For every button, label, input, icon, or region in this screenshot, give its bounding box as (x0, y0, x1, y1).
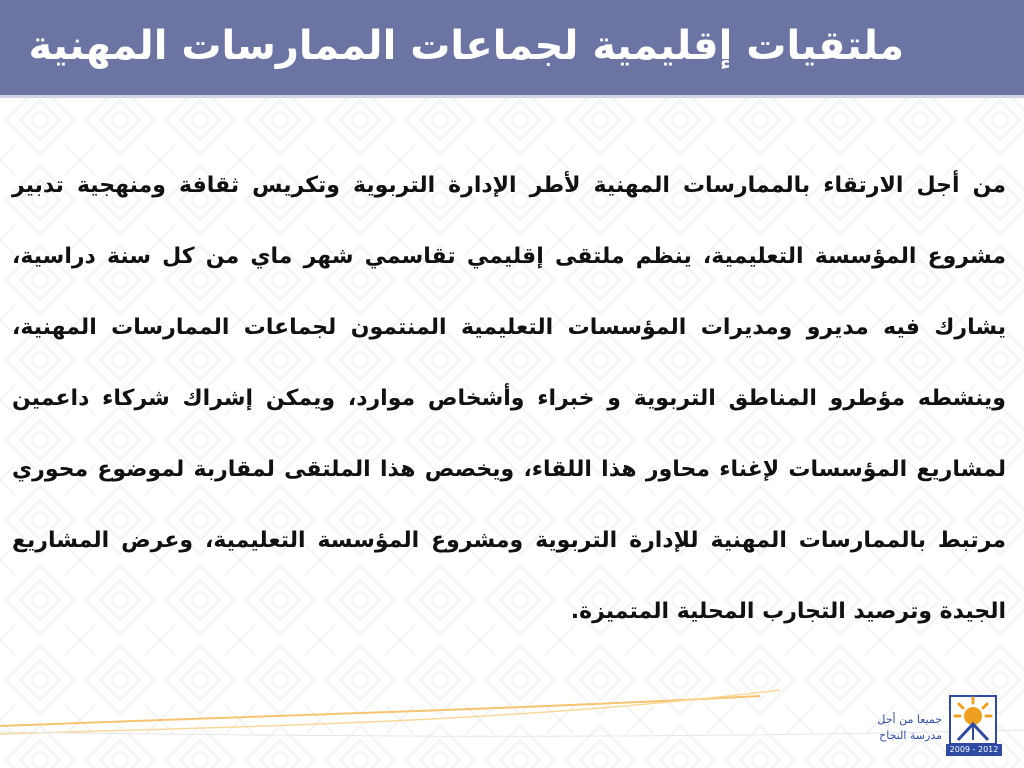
sun-star-logo-icon (948, 694, 998, 746)
logo-text-line2: مدرسة النجاح (879, 729, 942, 742)
slide-title: ملتقيات إقليمية لجماعات الممارسات المهنية (28, 23, 904, 69)
program-logo (832, 690, 1002, 760)
logo-text-line1: جميعا من أجل (877, 713, 942, 726)
logo-years: 2009 - 2012 (946, 744, 1002, 756)
slide-body-text: من أجل الارتقاء بالممارسات المهنية لأطر الإدارة التربوية وتكريس ثقافة ومنهجية تدبير مشروع المؤسسة التعليمية، ينظم ملتقى إقليمي تقاسمي شهر ماي من كل سنة دراسية، يشارك فيه مديرو ومديرات المؤسسات التعليمية المنتمون لجماعات الممارسات المهنية، وينشطه مؤطرو المناطق التربوية و خبراء وأشخاص موارد، ويمكن إشراك شركاء داعمين لمشاريع المؤسسات لإغناء محاور هذا اللقاء، ويخصص هذا الملتقى لمقاربة لموضوع محوري مرتبط بالممارسات المهنية للإدارة التربوية ومشروع المؤسسة التعليمية، وعرض المشاريع الجيدة وترصيد التجارب المحلية المتميزة. (12, 173, 1006, 624)
title-bar (0, 0, 1024, 98)
